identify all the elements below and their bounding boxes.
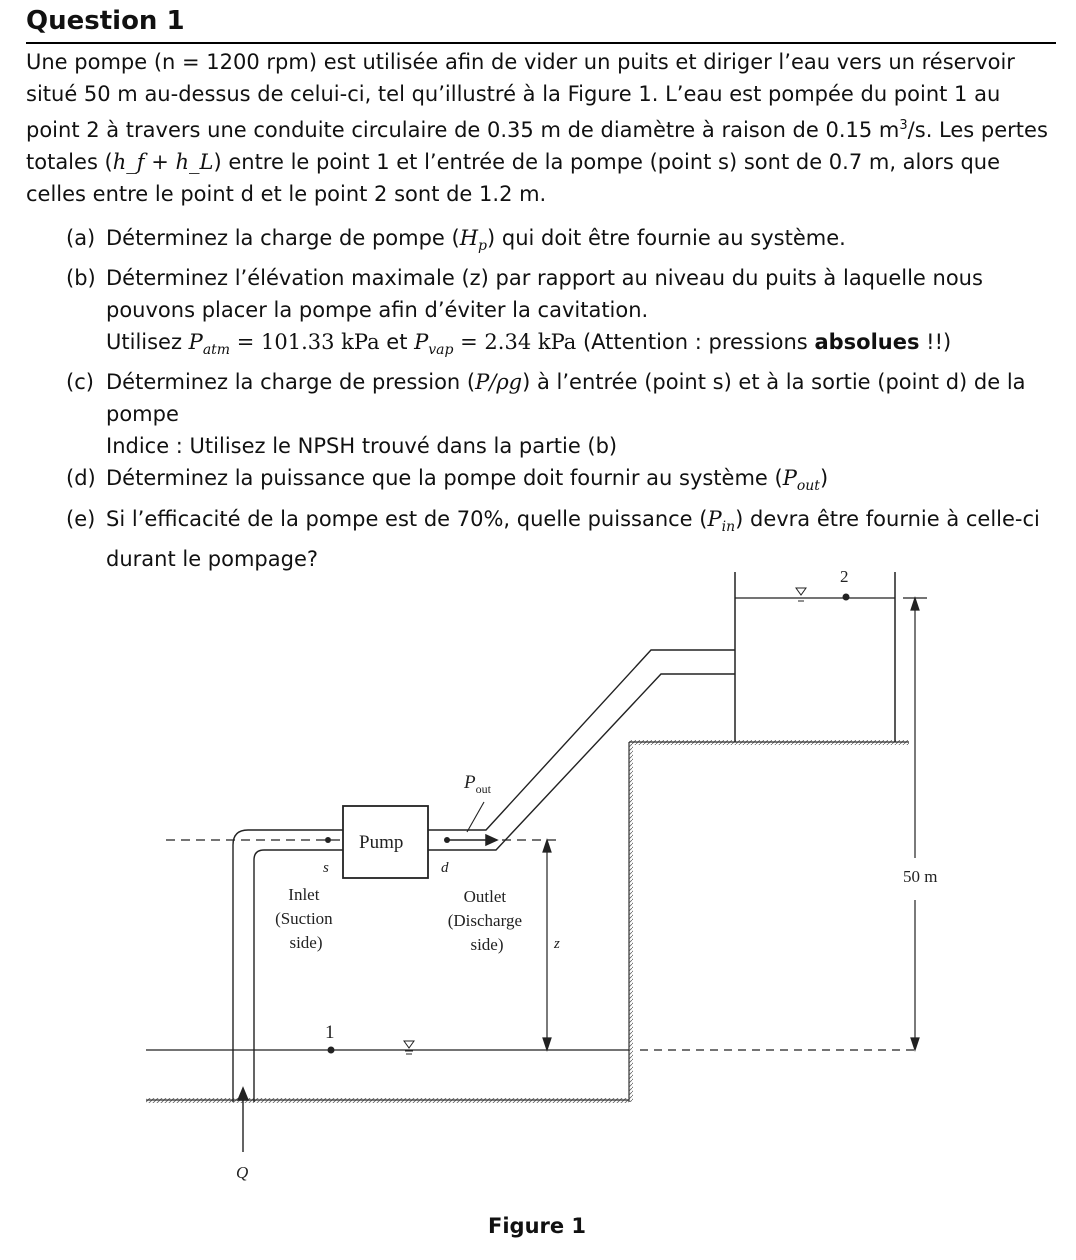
point-1-label: 1	[325, 1022, 335, 1043]
question-heading: Question 1	[26, 6, 185, 36]
point-s-label: s	[323, 860, 329, 876]
part-b	[66, 262, 1056, 326]
part-d-label: (d)	[66, 466, 96, 491]
inlet-label: Inlet (Suction side)	[275, 885, 333, 952]
figure-caption: Figure 1	[488, 1214, 587, 1238]
intro-text-2: /s. Les pertes totales (	[26, 118, 1048, 174]
ground-profile	[146, 740, 909, 1103]
point-d-label: d	[441, 860, 449, 876]
part-b-label: (b)	[66, 266, 96, 291]
part-b-given-values: Utilisez $P_{atm} = 101.33$ kPa et $P_{vap} = 2.34$ kPa (Attention : pressions absolues !!)	[106, 330, 952, 359]
part-a-label: (a)	[66, 226, 96, 250]
water-level-symbol-well	[404, 1041, 414, 1054]
part-a	[66, 222, 1056, 262]
part-a-text: Déterminez la charge de pompe $(H_p)$ qui doit être fournie au système.	[106, 226, 846, 255]
pout-label: $P_{out}$	[464, 772, 491, 796]
flow-arrow-q	[238, 1088, 248, 1152]
point-2-marker	[843, 594, 850, 601]
exponent: 3	[899, 118, 908, 133]
part-c-hint: Indice : Utilisez le NPSH trouvé dans la partie (b)	[106, 434, 618, 459]
part-d	[66, 462, 1056, 502]
part-c-text: Déterminez la charge de pression (P/ρg) à l’entrée (point s) et à la sortie (point d) de la pompe	[106, 370, 1026, 427]
loss-expression: h_f + h_L	[112, 150, 214, 174]
intro-text-1: Une pompe (n = 1200 rpm) est utilisée afin de vider un puits et diriger l’eau vers un réservoir situé 50 m au-dessus de celui-ci, tel qu’illustré à la Figure 1. L’eau est pompée du point 1 au point 2 à travers une conduite circulaire de 0.35 m de diamètre à raison de 0.15 m	[26, 50, 1015, 142]
height-dimension	[903, 598, 927, 1050]
pout-leader	[467, 802, 484, 832]
height-label: 50 m	[903, 867, 938, 886]
part-e-text: Si l’efficacité de la pompe est de 70%, quelle puissance $(P_{in})$ devra être fournie à celle-ci durant le pompage?	[106, 506, 1040, 571]
outlet-label: Outlet (Discharge side)	[447, 887, 523, 954]
intro-text-3: ) entre le point 1 et l’entrée de la pompe (point s) sont de 0.7 m, alors que celles entre le point d et le point 2 sont de 1.2 m.	[26, 150, 1001, 206]
part-b-text: Déterminez l’élévation maximale (z) par rapport au niveau du puits à laquelle nous pouvons placer la pompe afin d’éviter la cavitation.	[106, 266, 983, 323]
question-parts	[66, 222, 1056, 575]
z-label: z	[554, 936, 560, 952]
part-d-text: Déterminez la puissance que la pompe doit fournir au système $(P_{out})$	[106, 466, 829, 495]
water-level-symbol-upper	[796, 588, 806, 601]
heading-rule	[26, 42, 1056, 44]
pump-label: Pump	[359, 832, 404, 853]
pump-system-figure	[0, 560, 1076, 1210]
flow-q-label: Q	[236, 1163, 249, 1182]
point-s-marker	[325, 837, 331, 843]
upper-reservoir	[735, 572, 895, 742]
problem-statement	[26, 46, 1056, 210]
part-e-label: (e)	[66, 506, 96, 531]
point-2-label: 2	[840, 567, 849, 586]
point-d-marker	[444, 837, 450, 843]
part-c	[66, 366, 1056, 430]
flow-arrow-outlet	[446, 835, 497, 845]
point-1-marker	[328, 1047, 335, 1054]
z-dimension	[543, 840, 551, 1050]
part-c-label: (c)	[66, 370, 94, 395]
